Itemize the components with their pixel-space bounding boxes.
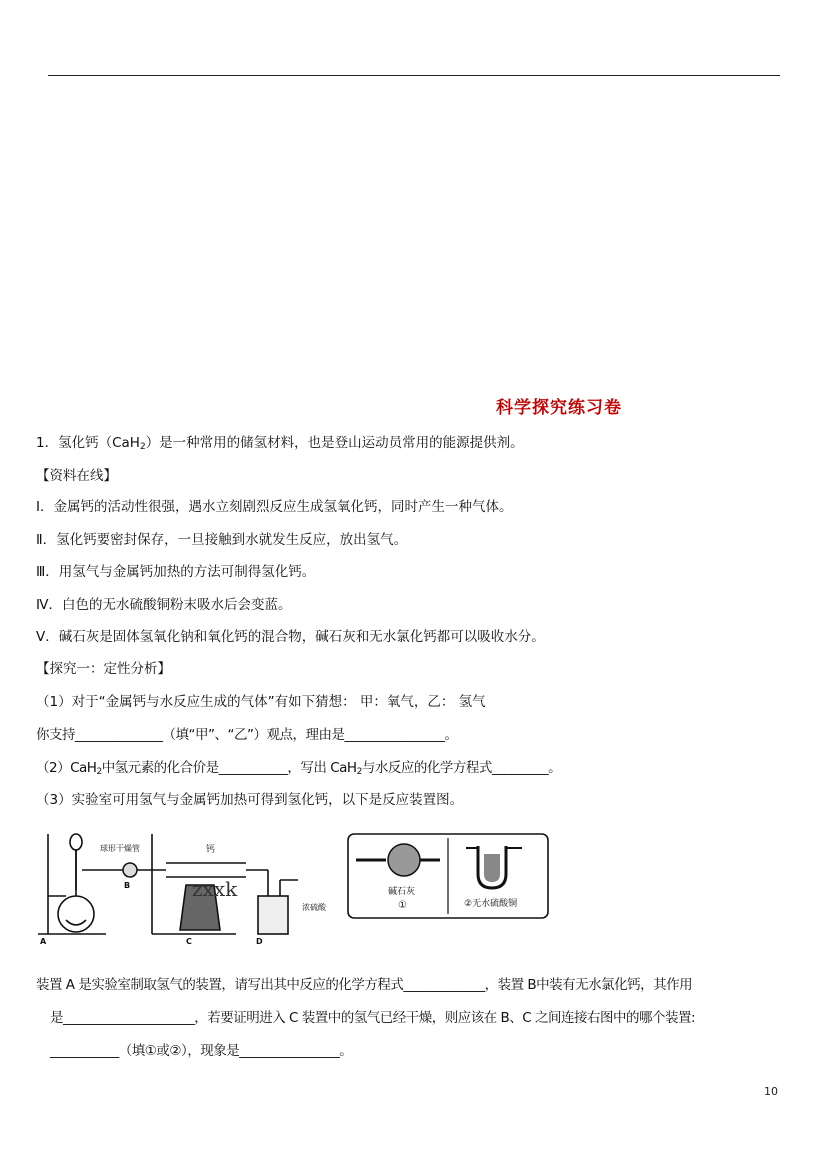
- question-2: [36, 759, 561, 781]
- section-explore-heading: 【探究一：定性分析】: [36, 661, 171, 677]
- q2-part-c: 与水反应的化学方程式_________。: [361, 760, 562, 776]
- info-item-2: Ⅱ．氢化钙要密封保存，一旦接触到水就发生反应，放出氢气。: [36, 532, 408, 548]
- apparatus-d: [258, 880, 298, 934]
- question-3-line-2: 是_____________________，若要证明进入 C 装置中的氢气已经干燥，则应该在 B、C 之间连接右图中的哪个装置:: [50, 1010, 696, 1026]
- q2-subscript-2: 2: [356, 767, 362, 777]
- section-info-heading: 【资料在线】: [36, 468, 117, 484]
- label-b: B: [124, 881, 131, 890]
- label-a: A: [40, 937, 47, 946]
- label-conc-acid: 浓硫酸: [302, 903, 326, 912]
- label-calcium: 钙: [206, 845, 216, 855]
- header-rule: [48, 75, 780, 76]
- info-item-3: Ⅲ．用氢气与金属钙加热的方法可制得氢化钙。: [36, 564, 316, 580]
- q2-subscript-1: 2: [96, 767, 102, 777]
- label-drying-tube: 球形干燥管: [100, 844, 140, 853]
- question-intro: [36, 434, 524, 456]
- info-item-4: Ⅳ．白色的无水硫酸铜粉末吸水后会变蓝。: [36, 597, 292, 613]
- question-3-line-3: ___________（填①或②），现象是________________。: [50, 1043, 353, 1059]
- page-number: 10: [764, 1085, 778, 1098]
- label-watermark: zxxk: [192, 877, 238, 901]
- label-soda-lime: 碱石灰: [388, 887, 416, 897]
- question-1: （1）对于“金属钙与水反应生成的气体”有如下猜想： 甲：氧气，乙： 氢气: [36, 694, 486, 710]
- intro-text-post: ）是一种常用的储氢材料，也是登山运动员常用的能源提供剂。: [145, 435, 524, 451]
- page-title: 科学探究练习卷: [496, 398, 622, 418]
- alternative-devices-box: [348, 834, 548, 918]
- label-d: D: [256, 937, 263, 946]
- apparatus-b: [116, 863, 166, 877]
- q2-part-b: 中氢元素的化合价是___________，写出 CaH: [101, 760, 357, 776]
- question-1-answer: 你支持______________（填“甲”、“乙”）观点，理由是________________。: [36, 727, 458, 743]
- question-3: （3）实验室可用氢气与金属钙加热可得到氢化钙，以下是反应装置图。: [36, 792, 464, 808]
- label-c: C: [186, 937, 192, 946]
- intro-text-pre: 1．氢化钙（CaH: [36, 435, 140, 451]
- info-item-1: Ⅰ．金属钙的活动性很强，遇水立刻剧烈反应生成氢氧化钙，同时产生一种气体。: [36, 499, 513, 515]
- info-item-5: Ⅴ．碱石灰是固体氢氧化钠和氧化钙的混合物，碱石灰和无水氯化钙都可以吸收水分。: [36, 629, 545, 645]
- question-3-line-1: 装置 A 是实验室制取氢气的装置，请写出其中反应的化学方程式_____________，装置 B中装有无水氯化钙，其作用: [36, 977, 693, 993]
- intro-subscript: 2: [139, 442, 146, 452]
- q2-part-a: （2）CaH: [36, 760, 97, 776]
- label-cuso4: ②无水硫酸铜: [464, 899, 518, 909]
- label-circle-1: ①: [398, 900, 407, 911]
- apparatus-figure: [36, 830, 556, 946]
